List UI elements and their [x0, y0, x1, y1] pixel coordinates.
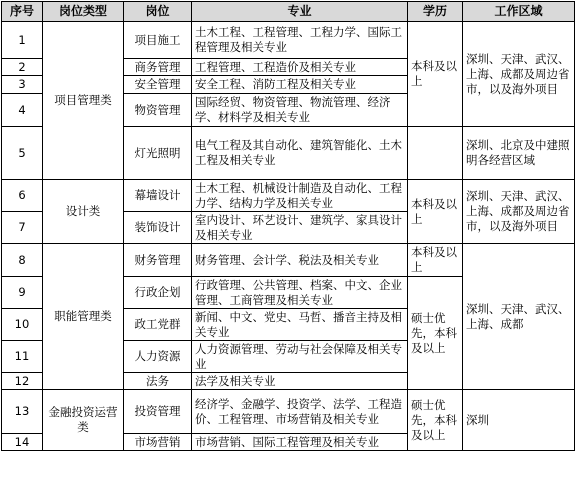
header-position-type: 岗位类型 [43, 2, 124, 22]
education-cell: 本科及以上 [408, 180, 463, 244]
header-position: 岗位 [124, 2, 192, 22]
region-cell: 深圳、北京及中建照明各经营区域 [463, 127, 575, 180]
position-cell: 物资管理 [124, 94, 192, 127]
recruitment-table [1, 1, 575, 451]
header-number: 序号 [2, 2, 43, 22]
major-cell: 土木工程、工程管理、工程力学、国际工程管理及相关专业 [192, 22, 408, 59]
major-cell: 工程管理、工程造价及相关专业 [192, 59, 408, 76]
region-cell: 深圳 [463, 390, 575, 451]
region-cell: 深圳、天津、武汉、上海、成都及周边省市，以及海外项目 [463, 180, 575, 244]
major-cell: 人力资源管理、劳动与社会保障及相关专业 [192, 341, 408, 373]
row-number: 8 [2, 244, 43, 277]
row-number: 11 [2, 341, 43, 373]
position-cell: 人力资源 [124, 341, 192, 373]
group-cell: 项目管理类 [43, 22, 124, 180]
position-cell: 幕墙设计 [124, 180, 192, 212]
position-cell: 商务管理 [124, 59, 192, 76]
row-number: 9 [2, 277, 43, 309]
group-cell: 设计类 [43, 180, 124, 244]
position-cell: 行政企划 [124, 277, 192, 309]
position-cell: 安全管理 [124, 76, 192, 94]
row-number: 14 [2, 434, 43, 451]
major-cell: 财务管理、会计学、税法及相关专业 [192, 244, 408, 277]
position-cell: 灯光照明 [124, 127, 192, 180]
major-cell: 法学及相关专业 [192, 373, 408, 390]
table-row [2, 22, 575, 59]
education-cell: 本科及以上 [408, 22, 463, 127]
row-number: 2 [2, 59, 43, 76]
position-cell: 财务管理 [124, 244, 192, 277]
row-number: 12 [2, 373, 43, 390]
row-number: 4 [2, 94, 43, 127]
table-row [2, 390, 575, 434]
education-cell: 本科及以上 [408, 244, 463, 277]
header-major: 专业 [192, 2, 408, 22]
group-cell: 职能管理类 [43, 244, 124, 390]
position-cell: 市场营销 [124, 434, 192, 451]
row-number: 6 [2, 180, 43, 212]
education-cell-empty [408, 127, 463, 180]
row-number: 1 [2, 22, 43, 59]
major-cell: 室内设计、环艺设计、建筑学、家具设计及相关专业 [192, 212, 408, 244]
row-number: 7 [2, 212, 43, 244]
position-cell: 项目施工 [124, 22, 192, 59]
row-number: 5 [2, 127, 43, 180]
major-cell: 经济学、金融学、投资学、法学、工程造价、工程管理、市场营销及相关专业 [192, 390, 408, 434]
table-row [2, 180, 575, 212]
region-cell: 深圳、天津、武汉、上海、成都及周边省市，以及海外项目 [463, 22, 575, 127]
header-work-region: 工作区域 [463, 2, 575, 22]
major-cell: 市场营销、国际工程管理及相关专业 [192, 434, 408, 451]
table-row [2, 244, 575, 277]
position-cell: 投资管理 [124, 390, 192, 434]
region-cell: 深圳、天津、武汉、上海、成都 [463, 244, 575, 390]
position-cell: 政工党群 [124, 309, 192, 341]
row-number: 10 [2, 309, 43, 341]
row-number: 3 [2, 76, 43, 94]
major-cell: 国际经贸、物资管理、物流管理、经济学、材料学及相关专业 [192, 94, 408, 127]
major-cell: 电气工程及其自动化、建筑智能化、土木工程及相关专业 [192, 127, 408, 180]
major-cell: 安全工程、消防工程及相关专业 [192, 76, 408, 94]
group-cell: 金融投资运营类 [43, 390, 124, 451]
position-cell: 装饰设计 [124, 212, 192, 244]
major-cell: 土木工程、机械设计制造及自动化、工程力学、结构力学及相关专业 [192, 180, 408, 212]
education-cell: 硕士优先，本科及以上 [408, 390, 463, 451]
major-cell: 新闻、中文、党史、马哲、播音主持及相关专业 [192, 309, 408, 341]
position-cell: 法务 [124, 373, 192, 390]
table-header-row [2, 2, 575, 22]
major-cell: 行政管理、公共管理、档案、中文、企业管理、工商管理及相关专业 [192, 277, 408, 309]
header-education: 学历 [408, 2, 463, 22]
education-cell: 硕士优先，本科及以上 [408, 277, 463, 390]
row-number: 13 [2, 390, 43, 434]
